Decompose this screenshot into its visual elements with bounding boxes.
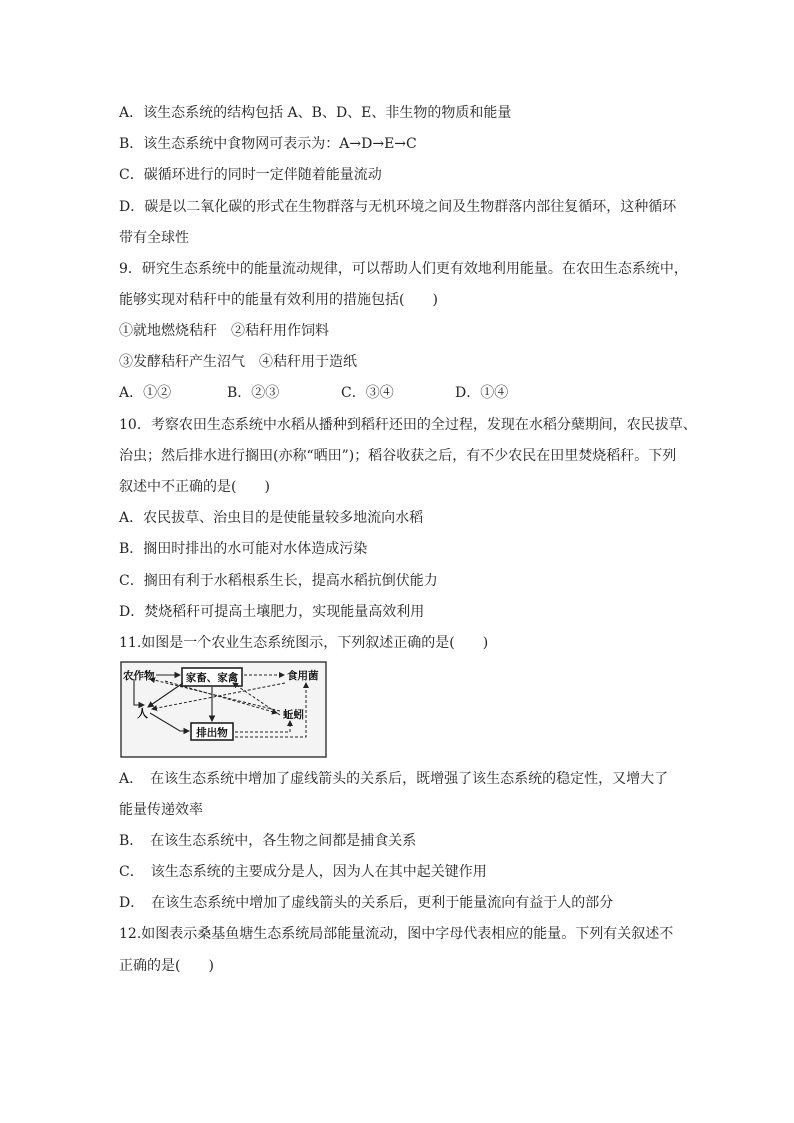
q9-option-b: B．②③: [227, 385, 280, 401]
q8-option-d: D．碳是以二氧化碳的形式在生物群落与无机环境之间及生物群落内部往复循环，这种循环: [119, 199, 677, 215]
q10-stem-line-2: 治虫；然后排水进行搁田(亦称“晒田”)；稻谷收获之后，有不少农民在田里焚烧稻秆。下列: [119, 448, 677, 464]
label-fungus: 食用菌: [287, 670, 319, 682]
q9-stem-line-1: 9．研究生态系统中的能量流动规律，可以帮助人们更有效地利用能量。在农田生态系统中，: [119, 261, 688, 277]
q11-option-a-continued: 能量传递效率: [119, 802, 203, 818]
q12-stem-line-1: 12.如图表示桑基鱼塘生态系统局部能量流动，图中字母代表相应的能量。下列有关叙述不: [119, 926, 674, 942]
agricultural-ecosystem-diagram: [120, 661, 327, 758]
q9-option-c: C．③④: [341, 385, 394, 401]
q10-option-b: B．搁田时排出的水可能对水体造成污染: [119, 541, 368, 557]
q11-option-c: C． 该生态系统的主要成分是人，因为人在其中起关键作用: [119, 864, 487, 880]
q11-option-d: D． 在该生态系统中增加了虚线箭头的关系后，更利于能量流向有益于人的部分: [119, 895, 614, 911]
label-waste: 排出物: [196, 727, 228, 739]
q9-option-d: D．①④: [455, 385, 509, 401]
label-livestock: 家畜、家禽: [185, 672, 239, 684]
q9-stem-line-2: 能够实现对秸秆中的能量有效利用的措施包括( ): [119, 292, 438, 308]
q9-items-line-2: ③发酵秸秆产生沼气 ④秸秆用于造纸: [119, 354, 357, 370]
q9-options: [119, 384, 508, 402]
label-human: 人: [137, 707, 148, 720]
q12-stem-line-2: 正确的是( ): [119, 958, 214, 974]
q8-option-a: A．该生态系统的结构包括 A、B、D、E、非生物的物质和能量: [119, 105, 512, 121]
q9-option-a: A．①②: [119, 385, 172, 401]
q8-option-d-continued: 带有全球性: [119, 230, 189, 246]
q8-option-c: C．碳循环进行的同时一定伴随着能量流动: [119, 167, 382, 183]
q9-items-line-1: ①就地燃烧秸秆 ②秸秆用作饲料: [119, 323, 329, 339]
q10-option-d: D．焚烧稻秆可提高土壤肥力，实现能量高效利用: [119, 604, 425, 620]
q10-stem-line-3: 叙述中不正确的是( ): [119, 479, 270, 495]
q11-option-a: A． 在该生态系统中增加了虚线箭头的关系后，既增强了该生态系统的稳定性，又增大了: [119, 771, 669, 787]
q10-option-a: A．农民拔草、治虫目的是使能量较多地流向水稻: [119, 510, 424, 526]
label-earthworm: 蚯蚓: [283, 709, 304, 721]
label-crop: 农作物: [123, 670, 155, 682]
q11-stem: 11.如图是一个农业生态系统图示，下列叙述正确的是( ): [119, 635, 489, 651]
q11-option-b: B． 在该生态系统中，各生物之间都是捕食关系: [119, 833, 417, 849]
q10-option-c: C．搁田有利于水稻根系生长，提高水稻抗倒伏能力: [119, 573, 438, 589]
q10-stem-line-1: 10．考察农田生态系统中水稻从播种到稻秆还田的全过程，发现在水稻分蘖期间，农民拔草、: [119, 417, 697, 433]
q8-option-b: B．该生态系统中食物网可表示为：A→D→E→C: [119, 136, 417, 152]
